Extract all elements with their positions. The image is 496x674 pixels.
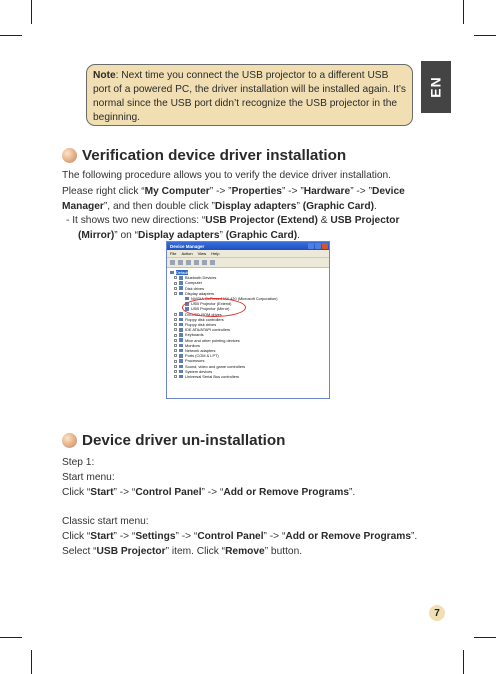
crop-mark xyxy=(0,637,22,638)
step-paragraph xyxy=(62,184,432,214)
section-heading-text: Verification device driver installation xyxy=(82,147,347,164)
text: ” item. Click “ xyxy=(165,546,226,557)
bold-text: Control Panel xyxy=(135,487,202,498)
text: Click “ xyxy=(62,531,91,542)
language-tab xyxy=(421,61,451,113)
text: ”, and then double click ” xyxy=(103,201,215,212)
expand-icon[interactable] xyxy=(174,365,177,368)
expand-icon[interactable] xyxy=(174,287,177,290)
device-icon xyxy=(179,318,183,322)
expand-icon[interactable] xyxy=(174,339,177,342)
window-buttons xyxy=(308,243,328,249)
device-tree-label: USB Projector (Extend) xyxy=(191,301,232,307)
bold-text: USB Projector (Mirror) xyxy=(78,215,400,241)
expand-icon[interactable] xyxy=(174,313,177,316)
bold-text: (Graphic Card) xyxy=(225,230,298,241)
device-icon xyxy=(179,281,183,285)
text: ” button. xyxy=(264,546,303,557)
text: ”. xyxy=(411,531,418,542)
device-icon xyxy=(179,328,183,332)
device-tree-label: Bluetooth Devices xyxy=(185,275,217,281)
device-icon xyxy=(179,375,183,379)
device-icon xyxy=(179,349,183,353)
text: Please right click “ xyxy=(62,186,145,197)
device-tree-label: DVD/CD-ROM drives xyxy=(185,311,222,317)
bold-text: Display adapters xyxy=(138,230,220,241)
device-tree-label: Monitors xyxy=(185,342,200,348)
device-icon xyxy=(179,344,183,348)
device-icon xyxy=(179,338,183,342)
text: ” -> ” xyxy=(209,186,232,197)
bold-text: Start xyxy=(90,487,114,498)
crop-mark xyxy=(463,0,464,24)
text: ”. xyxy=(349,487,356,498)
classic-menu-label: Classic start menu: xyxy=(62,516,149,527)
text: ” -> “ xyxy=(263,531,286,542)
expand-icon[interactable] xyxy=(174,323,177,326)
language-tab-label: EN xyxy=(427,76,444,98)
device-tree-label: Display adapters xyxy=(185,290,214,296)
expand-icon[interactable] xyxy=(174,328,177,331)
scan-icon xyxy=(210,260,215,265)
bullet-paragraph xyxy=(66,213,438,243)
device-tree-label: Sound, video and game controllers xyxy=(185,363,246,369)
expand-icon[interactable] xyxy=(174,370,177,373)
bold-text: Start xyxy=(90,531,114,542)
text: ” -> “ xyxy=(175,531,198,542)
text: ” -> “ xyxy=(201,487,224,498)
note-box xyxy=(86,64,413,126)
window-title: Device Manager xyxy=(170,243,205,249)
section-heading-text: Device driver un-installation xyxy=(82,432,286,449)
expand-icon[interactable] xyxy=(174,276,177,279)
section-heading-verification xyxy=(62,147,346,164)
text: - It shows two new directions: “ xyxy=(66,215,206,226)
device-icon xyxy=(179,312,183,316)
expand-icon[interactable] xyxy=(174,360,177,363)
crop-mark xyxy=(31,650,32,674)
expand-icon[interactable] xyxy=(174,349,177,352)
page-number: 7 xyxy=(429,605,445,621)
text: ” -> ” xyxy=(281,186,304,197)
device-icon xyxy=(179,292,183,296)
bold-text: Remove xyxy=(225,546,265,557)
device-tree-label: Network adapters xyxy=(185,348,216,354)
text: ” xyxy=(219,230,226,241)
highlight-circle xyxy=(182,298,246,317)
bold-text: My Computer xyxy=(144,186,210,197)
step1-label: Step 1: xyxy=(62,457,95,468)
start-menu-line xyxy=(62,485,432,500)
device-manager-screenshot xyxy=(166,241,330,399)
device-tree-item[interactable] xyxy=(170,374,329,379)
device-tree-label: Computer xyxy=(185,280,203,286)
maximize-icon xyxy=(315,243,321,249)
toolbar xyxy=(167,258,329,268)
bold-text: (Graphic Card) xyxy=(302,201,375,212)
expand-icon[interactable] xyxy=(174,292,177,295)
expand-icon[interactable] xyxy=(174,334,177,337)
expand-icon[interactable] xyxy=(174,282,177,285)
device-icon xyxy=(179,333,183,337)
bold-text: Settings xyxy=(135,531,176,542)
note-label: Note xyxy=(93,70,116,81)
device-tree-label: Mice and other pointing devices xyxy=(185,337,240,343)
text: . xyxy=(297,230,300,241)
menu-item: Action xyxy=(181,251,193,256)
bold-text: Properties xyxy=(231,186,282,197)
device-tree-label: Floppy disk controllers xyxy=(185,316,224,322)
close-icon xyxy=(322,243,328,249)
device-icon xyxy=(179,365,183,369)
bold-text: Control Panel xyxy=(197,531,264,542)
device-icon xyxy=(179,354,183,358)
menu-bar xyxy=(167,250,329,258)
text: ” -> “ xyxy=(113,487,136,498)
bold-text: Hardware xyxy=(303,186,351,197)
help-icon xyxy=(202,260,207,265)
bold-text: USB Projector (Extend) xyxy=(205,215,318,226)
text: ” xyxy=(296,201,303,212)
bold-text: USB Projector xyxy=(96,546,166,557)
device-tree-label: USB Projector (Mirror) xyxy=(191,306,230,312)
menu-item: File xyxy=(170,251,177,256)
start-menu-label: Start menu: xyxy=(62,472,115,483)
device-tree-label: Disk drives xyxy=(185,285,205,291)
select-line xyxy=(62,544,432,559)
minimize-icon xyxy=(308,243,314,249)
print-icon xyxy=(194,260,199,265)
expand-icon[interactable] xyxy=(174,318,177,321)
bold-text: Add or Remove Programs xyxy=(285,531,412,542)
device-icon xyxy=(179,286,183,290)
device-tree-label: Default xyxy=(176,270,189,275)
crop-mark xyxy=(0,35,22,36)
text: . xyxy=(374,201,377,212)
device-tree-label: System devices xyxy=(185,368,213,374)
forward-icon xyxy=(178,260,183,265)
device-tree-label: IDE ATA/ATAPI controllers xyxy=(185,327,231,333)
classic-menu-line xyxy=(62,529,442,544)
device-tree-label: Ports (COM & LPT) xyxy=(185,353,219,359)
properties-icon xyxy=(186,260,191,265)
menu-item: View xyxy=(197,251,207,256)
device-icon xyxy=(179,370,183,374)
bullet-icon xyxy=(62,433,77,448)
device-tree-label: Floppy disk drives xyxy=(185,322,217,328)
back-icon xyxy=(170,260,175,265)
crop-mark xyxy=(474,35,496,36)
bold-text: Display adapters xyxy=(214,201,297,212)
text: Click “ xyxy=(62,487,91,498)
window-title-bar xyxy=(167,242,329,250)
section-heading-uninstall xyxy=(62,432,285,449)
crop-mark xyxy=(463,650,464,674)
intro-paragraph: The following procedure allows you to verify the device driver installation. xyxy=(62,170,391,181)
crop-mark xyxy=(31,0,32,24)
bullet-icon xyxy=(62,148,77,163)
text: Select “ xyxy=(62,546,97,557)
device-icon xyxy=(179,359,183,363)
expand-icon[interactable] xyxy=(174,354,177,357)
device-tree-label: NVIDIA GeForce4 MX 420 (Microsoft Corporation) xyxy=(191,296,278,302)
device-icon xyxy=(185,297,189,301)
note-text: : Next time you connect the USB projector to a different USB port of a powered PC, the driver installation will be installed again. It’s normal since the USB port didn’t recognize the USB projector in the beginning. xyxy=(93,70,406,123)
device-tree-label: Keyboards xyxy=(185,332,204,338)
bold-text: Device Manager xyxy=(62,186,405,212)
device-tree-label: Processors xyxy=(185,358,205,364)
text: ” -> ” xyxy=(350,186,372,197)
text: & xyxy=(317,215,331,226)
text: ” on “ xyxy=(114,230,138,241)
crop-mark xyxy=(474,637,496,638)
device-tree-label: Universal Serial Bus controllers xyxy=(185,374,240,380)
device-icon xyxy=(179,323,183,327)
text: ” -> “ xyxy=(113,531,136,542)
device-icon xyxy=(170,271,174,275)
expand-icon[interactable] xyxy=(174,375,177,378)
expand-icon[interactable] xyxy=(174,344,177,347)
device-tree xyxy=(167,268,329,379)
bold-text: Add or Remove Programs xyxy=(223,487,350,498)
menu-item: Help xyxy=(211,251,220,256)
device-icon xyxy=(179,276,183,280)
